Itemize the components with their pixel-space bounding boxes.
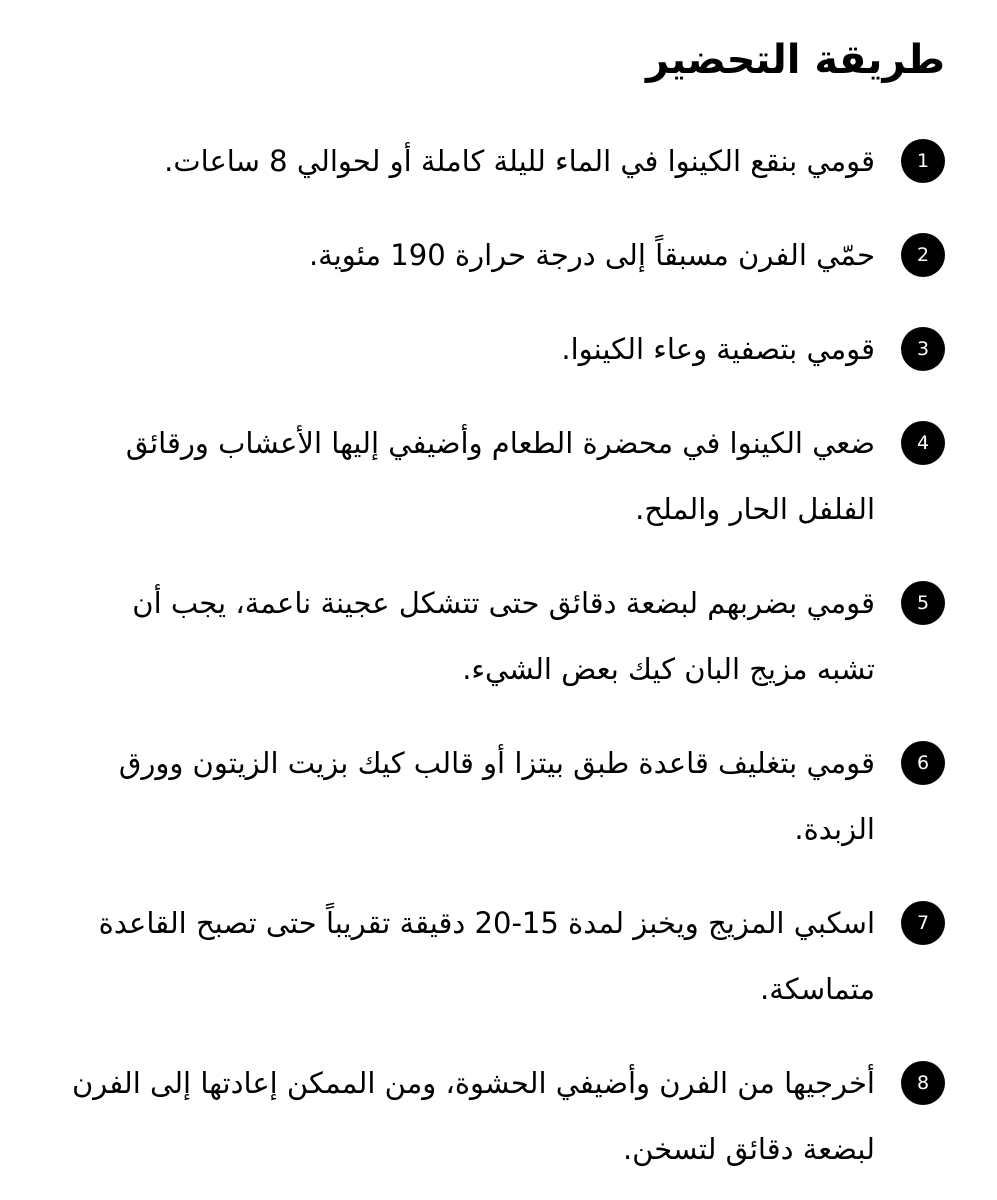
step-item-4 [70,410,945,542]
step-number-badge: 6 [901,741,945,785]
step-item-8 [70,1050,945,1182]
step-number-badge: 8 [901,1061,945,1105]
step-text: قومي بضربهم لبضعة دقائق حتى تتشكل عجينة ناعمة، يجب أن تشبه مزيج البان كيك بعض الشيء. [132,586,875,686]
step-text: قومي بتغليف قاعدة طبق بيتزا أو قالب كيك بزيت الزيتون وورق الزبدة. [118,746,875,846]
step-item-3 [70,316,945,382]
step-text: حمّي الفرن مسبقاً إلى درجة حرارة 190 مئوية. [308,238,875,272]
step-item-6 [70,730,945,862]
step-number-badge: 2 [901,233,945,277]
step-text: ضعي الكينوا في محضرة الطعام وأضيفي إليها الأعشاب ورقائق الفلفل الحار والملح. [125,426,875,526]
step-text: قومي بنقع الكينوا في الماء لليلة كاملة أو لحوالي 8 ساعات. [164,144,875,178]
step-number-badge: 4 [901,421,945,465]
step-item-2 [70,222,945,288]
step-text: أخرجيها من الفرن وأضيفي الحشوة، ومن الممكن إعادتها إلى الفرن لبضعة دقائق لتسخن. [71,1066,875,1166]
step-item-5 [70,570,945,702]
step-number-badge: 5 [901,581,945,625]
step-text: قومي بتصفية وعاء الكينوا. [561,332,875,366]
step-number-badge: 7 [901,901,945,945]
section-title: طريقة التحضير [645,37,945,83]
step-number-badge: 1 [901,139,945,183]
step-item-7 [70,890,945,1022]
step-item-1 [70,128,945,194]
step-number-badge: 3 [901,327,945,371]
step-text: اسكبي المزيج ويخبز لمدة 15-20 دقيقة تقريباً حتى تصبح القاعدة متماسكة. [98,906,875,1006]
steps-list [70,128,945,1182]
